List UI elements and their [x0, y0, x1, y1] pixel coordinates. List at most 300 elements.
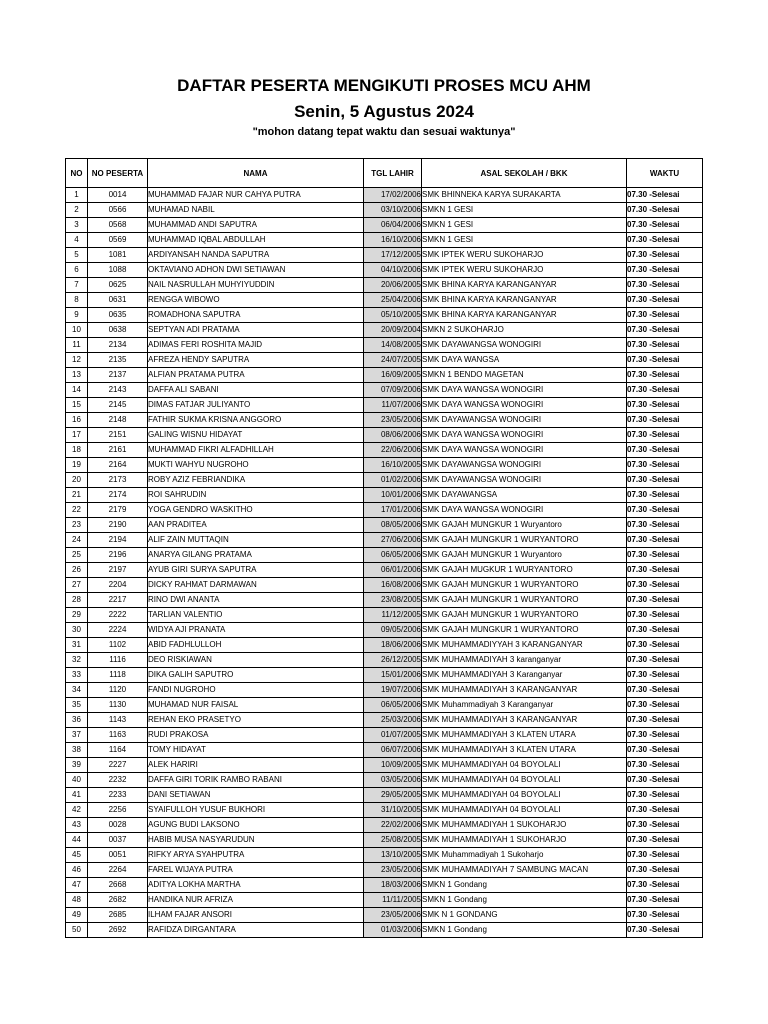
- table-row: [66, 728, 703, 743]
- table-row: [66, 893, 703, 908]
- cell-time: 07.30 -Selesai: [627, 878, 703, 893]
- table-row: [66, 683, 703, 698]
- table-row: [66, 698, 703, 713]
- cell-school: SMK MUHAMMADIYAH 3 KARANGANYAR: [422, 713, 627, 728]
- cell-school: SMKN 2 SUKOHARJO: [422, 323, 627, 338]
- cell-birth-date: 18/03/2006: [364, 878, 422, 893]
- cell-time: 07.30 -Selesai: [627, 278, 703, 293]
- cell-school: SMK DAYAWANGSA WONOGIRI: [422, 413, 627, 428]
- column-header-name: NAMA: [148, 159, 364, 188]
- cell-no: 50: [66, 923, 88, 938]
- cell-time: 07.30 -Selesai: [627, 263, 703, 278]
- cell-school: SMK DAYA WANGSA WONOGIRI: [422, 428, 627, 443]
- cell-birth-date: 07/09/2006: [364, 383, 422, 398]
- cell-name: DIMAS FATJAR JULIYANTO: [148, 398, 364, 413]
- table-row: [66, 218, 703, 233]
- cell-birth-date: 03/10/2006: [364, 203, 422, 218]
- cell-name: ADIMAS FERI ROSHITA MAJID: [148, 338, 364, 353]
- cell-participant-number: 2194: [88, 533, 148, 548]
- cell-no: 12: [66, 353, 88, 368]
- cell-participant-number: 0051: [88, 848, 148, 863]
- cell-school: SMK GAJAH MUNGKUR 1 Wuryantoro: [422, 518, 627, 533]
- cell-birth-date: 27/06/2006: [364, 533, 422, 548]
- cell-participant-number: 0625: [88, 278, 148, 293]
- cell-school: SMK MUHAMMADIYAH 04 BOYOLALI: [422, 803, 627, 818]
- cell-school: SMK DAYA WANGSA WONOGIRI: [422, 503, 627, 518]
- cell-participant-number: 1143: [88, 713, 148, 728]
- cell-no: 48: [66, 893, 88, 908]
- cell-no: 29: [66, 608, 88, 623]
- cell-name: RAFIDZA DIRGANTARA: [148, 923, 364, 938]
- table-row: [66, 713, 703, 728]
- cell-time: 07.30 -Selesai: [627, 773, 703, 788]
- cell-name: SYAIFULLOH YUSUF BUKHORI: [148, 803, 364, 818]
- cell-school: SMK GAJAH MUNGKUR 1 WURYANTORO: [422, 593, 627, 608]
- cell-birth-date: 13/10/2005: [364, 848, 422, 863]
- table-row: [66, 413, 703, 428]
- cell-name: SEPTYAN ADI PRATAMA: [148, 323, 364, 338]
- cell-name: GALING WISNU HIDAYAT: [148, 428, 364, 443]
- table-row: [66, 563, 703, 578]
- cell-participant-number: 2151: [88, 428, 148, 443]
- cell-birth-date: 04/10/2006: [364, 263, 422, 278]
- cell-participant-number: 0566: [88, 203, 148, 218]
- cell-participant-number: 2197: [88, 563, 148, 578]
- table-row: [66, 353, 703, 368]
- cell-birth-date: 06/05/2006: [364, 548, 422, 563]
- cell-time: 07.30 -Selesai: [627, 758, 703, 773]
- cell-time: 07.30 -Selesai: [627, 818, 703, 833]
- cell-participant-number: 1081: [88, 248, 148, 263]
- cell-no: 13: [66, 368, 88, 383]
- cell-school: SMK MUHAMMADIYAH 3 Karanganyar: [422, 668, 627, 683]
- cell-school: SMK GAJAH MUGKUR 1 WURYANTORO: [422, 563, 627, 578]
- cell-birth-date: 18/06/2006: [364, 638, 422, 653]
- cell-name: ADITYA LOKHA MARTHA: [148, 878, 364, 893]
- cell-birth-date: 01/02/2006: [364, 473, 422, 488]
- cell-school: SMK BHINA KARYA KARANGANYAR: [422, 278, 627, 293]
- cell-name: TARLIAN VALENTIO: [148, 608, 364, 623]
- column-header-no: NO: [66, 159, 88, 188]
- table-row: [66, 278, 703, 293]
- table-row: [66, 188, 703, 203]
- cell-name: ABID FADHLULLOH: [148, 638, 364, 653]
- cell-name: AAN PRADITEA: [148, 518, 364, 533]
- cell-school: SMK MUHAMMADIYAH 3 KLATEN UTARA: [422, 743, 627, 758]
- cell-school: SMK BHINA KARYA KARANGANYAR: [422, 308, 627, 323]
- cell-time: 07.30 -Selesai: [627, 863, 703, 878]
- cell-participant-number: 2164: [88, 458, 148, 473]
- cell-participant-number: 2143: [88, 383, 148, 398]
- cell-name: MUHAMAD NABIL: [148, 203, 364, 218]
- cell-time: 07.30 -Selesai: [627, 383, 703, 398]
- cell-time: 07.30 -Selesai: [627, 608, 703, 623]
- cell-birth-date: 06/04/2006: [364, 218, 422, 233]
- cell-time: 07.30 -Selesai: [627, 563, 703, 578]
- cell-birth-date: 19/07/2006: [364, 683, 422, 698]
- cell-no: 2: [66, 203, 88, 218]
- table-row: [66, 533, 703, 548]
- cell-time: 07.30 -Selesai: [627, 503, 703, 518]
- cell-time: 07.30 -Selesai: [627, 908, 703, 923]
- document-date: Senin, 5 Agustus 2024: [294, 102, 474, 121]
- table-row: [66, 473, 703, 488]
- cell-birth-date: 10/01/2006: [364, 488, 422, 503]
- cell-time: 07.30 -Selesai: [627, 203, 703, 218]
- cell-name: ROMADHONA SAPUTRA: [148, 308, 364, 323]
- cell-participant-number: 2233: [88, 788, 148, 803]
- cell-no: 27: [66, 578, 88, 593]
- cell-school: SMK DAYAWANGSA WONOGIRI: [422, 458, 627, 473]
- table-row: [66, 863, 703, 878]
- cell-no: 11: [66, 338, 88, 353]
- cell-no: 34: [66, 683, 88, 698]
- table-row: [66, 848, 703, 863]
- table-row: [66, 908, 703, 923]
- cell-participant-number: 0638: [88, 323, 148, 338]
- table-row: [66, 383, 703, 398]
- cell-name: DANI SETIAWAN: [148, 788, 364, 803]
- cell-school: SMKN 1 Gondang: [422, 923, 627, 938]
- cell-time: 07.30 -Selesai: [627, 233, 703, 248]
- cell-no: 21: [66, 488, 88, 503]
- cell-participant-number: 2224: [88, 623, 148, 638]
- cell-participant-number: 1164: [88, 743, 148, 758]
- cell-time: 07.30 -Selesai: [627, 458, 703, 473]
- cell-birth-date: 20/09/2004: [364, 323, 422, 338]
- cell-school: SMK DAYAWANGSA WONOGIRI: [422, 473, 627, 488]
- cell-participant-number: 2190: [88, 518, 148, 533]
- cell-participant-number: 2173: [88, 473, 148, 488]
- cell-birth-date: 31/10/2005: [364, 803, 422, 818]
- cell-birth-date: 16/08/2006: [364, 578, 422, 593]
- cell-time: 07.30 -Selesai: [627, 368, 703, 383]
- cell-name: ALFIAN PRATAMA PUTRA: [148, 368, 364, 383]
- cell-no: 25: [66, 548, 88, 563]
- cell-name: AGUNG BUDI LAKSONO: [148, 818, 364, 833]
- cell-name: DAFFA GIRI TORIK RAMBO RABANI: [148, 773, 364, 788]
- cell-school: SMK MUHAMMADIYAH 3 KARANGANYAR: [422, 683, 627, 698]
- cell-time: 07.30 -Selesai: [627, 893, 703, 908]
- cell-time: 07.30 -Selesai: [627, 398, 703, 413]
- cell-no: 31: [66, 638, 88, 653]
- cell-time: 07.30 -Selesai: [627, 248, 703, 263]
- cell-no: 10: [66, 323, 88, 338]
- table-row: [66, 488, 703, 503]
- cell-school: SMKN 1 GESI: [422, 218, 627, 233]
- cell-participant-number: 2222: [88, 608, 148, 623]
- cell-no: 24: [66, 533, 88, 548]
- cell-name: WIDYA AJI PRANATA: [148, 623, 364, 638]
- cell-no: 4: [66, 233, 88, 248]
- cell-name: MUKTI WAHYU NUGROHO: [148, 458, 364, 473]
- cell-no: 44: [66, 833, 88, 848]
- cell-birth-date: 20/06/2005: [364, 278, 422, 293]
- cell-no: 20: [66, 473, 88, 488]
- cell-time: 07.30 -Selesai: [627, 293, 703, 308]
- cell-name: ARDIYANSAH NANDA SAPUTRA: [148, 248, 364, 263]
- table-row: [66, 548, 703, 563]
- cell-no: 15: [66, 398, 88, 413]
- cell-time: 07.30 -Selesai: [627, 698, 703, 713]
- participant-table: [65, 158, 703, 938]
- cell-no: 16: [66, 413, 88, 428]
- cell-birth-date: 25/08/2005: [364, 833, 422, 848]
- cell-name: DEO RISKIAWAN: [148, 653, 364, 668]
- cell-birth-date: 16/09/2005: [364, 368, 422, 383]
- cell-school: SMK BHINA KARYA KARANGANYAR: [422, 293, 627, 308]
- cell-school: SMK MUHAMMADIYAH 7 SAMBUNG MACAN: [422, 863, 627, 878]
- cell-name: ALEK HARIRI: [148, 758, 364, 773]
- table-row: [66, 788, 703, 803]
- cell-birth-date: 10/09/2005: [364, 758, 422, 773]
- cell-no: 9: [66, 308, 88, 323]
- cell-school: SMK Muhammadiyah 1 Sukoharjo: [422, 848, 627, 863]
- cell-name: AFREZA HENDY SAPUTRA: [148, 353, 364, 368]
- cell-birth-date: 17/02/2006: [364, 188, 422, 203]
- cell-name: RIFKY ARYA SYAHPUTRA: [148, 848, 364, 863]
- cell-school: SMK MUHAMMADIYAH 1 SUKOHARJO: [422, 818, 627, 833]
- cell-name: MUHAMMAD IQBAL ABDULLAH: [148, 233, 364, 248]
- cell-no: 22: [66, 503, 88, 518]
- cell-birth-date: 29/05/2005: [364, 788, 422, 803]
- cell-time: 07.30 -Selesai: [627, 548, 703, 563]
- cell-birth-date: 01/03/2006: [364, 923, 422, 938]
- cell-birth-date: 06/05/2006: [364, 698, 422, 713]
- cell-school: SMK DAYA WANGSA: [422, 353, 627, 368]
- table-row: [66, 398, 703, 413]
- cell-time: 07.30 -Selesai: [627, 593, 703, 608]
- table-row: [66, 743, 703, 758]
- cell-school: SMK GAJAH MUNGKUR 1 WURYANTORO: [422, 623, 627, 638]
- table-row: [66, 233, 703, 248]
- cell-school: SMKN 1 GESI: [422, 233, 627, 248]
- cell-time: 07.30 -Selesai: [627, 638, 703, 653]
- cell-participant-number: 2148: [88, 413, 148, 428]
- cell-participant-number: 2232: [88, 773, 148, 788]
- cell-birth-date: 08/06/2006: [364, 428, 422, 443]
- cell-participant-number: 2174: [88, 488, 148, 503]
- cell-no: 49: [66, 908, 88, 923]
- cell-no: 35: [66, 698, 88, 713]
- table-row: [66, 263, 703, 278]
- cell-no: 14: [66, 383, 88, 398]
- cell-school: SMK GAJAH MUNGKUR 1 WURYANTORO: [422, 533, 627, 548]
- cell-name: FATHIR SUKMA KRISNA ANGGORO: [148, 413, 364, 428]
- cell-name: ANARYA GILANG PRATAMA: [148, 548, 364, 563]
- table-row: [66, 653, 703, 668]
- cell-school: SMK MUHAMMADIYYAH 3 KARANGANYAR: [422, 638, 627, 653]
- cell-name: YOGA GENDRO WASKITHO: [148, 503, 364, 518]
- cell-time: 07.30 -Selesai: [627, 338, 703, 353]
- cell-school: SMK MUHAMMADIYAH 1 SUKOHARJO: [422, 833, 627, 848]
- cell-birth-date: 15/01/2006: [364, 668, 422, 683]
- table-row: [66, 818, 703, 833]
- cell-no: 26: [66, 563, 88, 578]
- cell-birth-date: 25/03/2006: [364, 713, 422, 728]
- cell-time: 07.30 -Selesai: [627, 788, 703, 803]
- cell-no: 33: [66, 668, 88, 683]
- cell-school: SMK DAYA WANGSA WONOGIRI: [422, 398, 627, 413]
- cell-no: 18: [66, 443, 88, 458]
- cell-time: 07.30 -Selesai: [627, 743, 703, 758]
- cell-no: 38: [66, 743, 88, 758]
- table-row: [66, 608, 703, 623]
- column-header-school: ASAL SEKOLAH / BKK: [422, 159, 627, 188]
- cell-school: SMK IPTEK WERU SUKOHARJO: [422, 248, 627, 263]
- table-row: [66, 323, 703, 338]
- table-row: [66, 518, 703, 533]
- cell-school: SMKN 1 Gondang: [422, 878, 627, 893]
- cell-time: 07.30 -Selesai: [627, 353, 703, 368]
- cell-no: 8: [66, 293, 88, 308]
- cell-name: AYUB GIRI SURYA SAPUTRA: [148, 563, 364, 578]
- cell-name: FANDI NUGROHO: [148, 683, 364, 698]
- cell-participant-number: 1102: [88, 638, 148, 653]
- cell-no: 3: [66, 218, 88, 233]
- table-row: [66, 758, 703, 773]
- cell-school: SMK MUHAMMADIYAH 04 BOYOLALI: [422, 773, 627, 788]
- cell-name: RENGGA WIBOWO: [148, 293, 364, 308]
- cell-school: SMK Muhammadiyah 3 Karanganyar: [422, 698, 627, 713]
- cell-birth-date: 01/07/2005: [364, 728, 422, 743]
- cell-time: 07.30 -Selesai: [627, 803, 703, 818]
- cell-time: 07.30 -Selesai: [627, 518, 703, 533]
- cell-participant-number: 0635: [88, 308, 148, 323]
- document-title: DAFTAR PESERTA MENGIKUTI PROSES MCU AHM: [177, 76, 591, 95]
- table-row: [66, 443, 703, 458]
- cell-participant-number: 2227: [88, 758, 148, 773]
- cell-birth-date: 14/08/2005: [364, 338, 422, 353]
- cell-time: 07.30 -Selesai: [627, 308, 703, 323]
- cell-birth-date: 08/05/2006: [364, 518, 422, 533]
- cell-no: 5: [66, 248, 88, 263]
- cell-participant-number: 2196: [88, 548, 148, 563]
- cell-birth-date: 09/05/2006: [364, 623, 422, 638]
- cell-no: 28: [66, 593, 88, 608]
- table-row: [66, 773, 703, 788]
- cell-no: 32: [66, 653, 88, 668]
- cell-participant-number: 2685: [88, 908, 148, 923]
- cell-no: 30: [66, 623, 88, 638]
- cell-birth-date: 16/10/2006: [364, 233, 422, 248]
- cell-time: 07.30 -Selesai: [627, 428, 703, 443]
- table-row: [66, 878, 703, 893]
- cell-name: TOMY HIDAYAT: [148, 743, 364, 758]
- cell-no: 39: [66, 758, 88, 773]
- cell-birth-date: 23/08/2005: [364, 593, 422, 608]
- cell-birth-date: 17/01/2006: [364, 503, 422, 518]
- cell-participant-number: 2682: [88, 893, 148, 908]
- cell-birth-date: 05/10/2005: [364, 308, 422, 323]
- cell-name: MUHAMAD NUR FAISAL: [148, 698, 364, 713]
- cell-name: HABIB MUSA NASYARUDUN: [148, 833, 364, 848]
- cell-time: 07.30 -Selesai: [627, 923, 703, 938]
- cell-no: 17: [66, 428, 88, 443]
- cell-birth-date: 11/12/2005: [364, 608, 422, 623]
- table-row: [66, 923, 703, 938]
- cell-participant-number: 0631: [88, 293, 148, 308]
- cell-time: 07.30 -Selesai: [627, 443, 703, 458]
- cell-time: 07.30 -Selesai: [627, 653, 703, 668]
- cell-participant-number: 2264: [88, 863, 148, 878]
- cell-participant-number: 1163: [88, 728, 148, 743]
- cell-participant-number: 2179: [88, 503, 148, 518]
- cell-no: 23: [66, 518, 88, 533]
- cell-time: 07.30 -Selesai: [627, 578, 703, 593]
- cell-school: SMK MUHAMMADIYAH 3 KLATEN UTARA: [422, 728, 627, 743]
- table-row: [66, 293, 703, 308]
- cell-participant-number: 0568: [88, 218, 148, 233]
- cell-time: 07.30 -Selesai: [627, 728, 703, 743]
- table-row: [66, 593, 703, 608]
- cell-no: 7: [66, 278, 88, 293]
- cell-no: 41: [66, 788, 88, 803]
- cell-no: 36: [66, 713, 88, 728]
- cell-participant-number: 2204: [88, 578, 148, 593]
- cell-participant-number: 2692: [88, 923, 148, 938]
- table-row: [66, 503, 703, 518]
- cell-name: RUDI PRAKOSA: [148, 728, 364, 743]
- cell-school: SMK GAJAH MUNGKUR 1 Wuryantoro: [422, 548, 627, 563]
- cell-birth-date: 03/05/2006: [364, 773, 422, 788]
- cell-name: MUHAMMAD FIKRI ALFADHILLAH: [148, 443, 364, 458]
- cell-name: ALIF ZAIN MUTTAQIN: [148, 533, 364, 548]
- cell-birth-date: 11/11/2005: [364, 893, 422, 908]
- table-header-row: [66, 159, 703, 188]
- cell-participant-number: 0037: [88, 833, 148, 848]
- cell-no: 1: [66, 188, 88, 203]
- cell-time: 07.30 -Selesai: [627, 218, 703, 233]
- cell-birth-date: 22/02/2006: [364, 818, 422, 833]
- cell-name: ILHAM FAJAR ANSORI: [148, 908, 364, 923]
- cell-school: SMK DAYA WANGSA WONOGIRI: [422, 443, 627, 458]
- cell-time: 07.30 -Selesai: [627, 473, 703, 488]
- cell-participant-number: 2134: [88, 338, 148, 353]
- cell-school: SMK GAJAH MUNGKUR 1 WURYANTORO: [422, 608, 627, 623]
- cell-participant-number: 2161: [88, 443, 148, 458]
- cell-school: SMK MUHAMMADIYAH 04 BOYOLALI: [422, 788, 627, 803]
- cell-school: SMK IPTEK WERU SUKOHARJO: [422, 263, 627, 278]
- cell-no: 19: [66, 458, 88, 473]
- cell-name: RINO DWI ANANTA: [148, 593, 364, 608]
- cell-name: FAREL WIJAYA PUTRA: [148, 863, 364, 878]
- column-header-participant-number: NO PESERTA: [88, 159, 148, 188]
- cell-participant-number: 2668: [88, 878, 148, 893]
- cell-school: SMKN 1 BENDO MAGETAN: [422, 368, 627, 383]
- cell-participant-number: 0028: [88, 818, 148, 833]
- cell-time: 07.30 -Selesai: [627, 833, 703, 848]
- cell-no: 46: [66, 863, 88, 878]
- cell-time: 07.30 -Selesai: [627, 188, 703, 203]
- cell-no: 43: [66, 818, 88, 833]
- cell-school: SMK GAJAH MUNGKUR 1 WURYANTORO: [422, 578, 627, 593]
- table-row: [66, 338, 703, 353]
- cell-no: 42: [66, 803, 88, 818]
- cell-birth-date: 23/05/2006: [364, 863, 422, 878]
- table-body: [66, 188, 703, 938]
- cell-participant-number: 2135: [88, 353, 148, 368]
- cell-birth-date: 17/12/2005: [364, 248, 422, 263]
- cell-time: 07.30 -Selesai: [627, 323, 703, 338]
- cell-time: 07.30 -Selesai: [627, 668, 703, 683]
- cell-school: SMK DAYAWANGSA WONOGIRI: [422, 338, 627, 353]
- cell-name: NAIL NASRULLAH MUHYIYUDDIN: [148, 278, 364, 293]
- table-row: [66, 368, 703, 383]
- cell-name: ROI SAHRUDIN: [148, 488, 364, 503]
- cell-time: 07.30 -Selesai: [627, 848, 703, 863]
- cell-school: SMK BHINNEKA KARYA SURAKARTA: [422, 188, 627, 203]
